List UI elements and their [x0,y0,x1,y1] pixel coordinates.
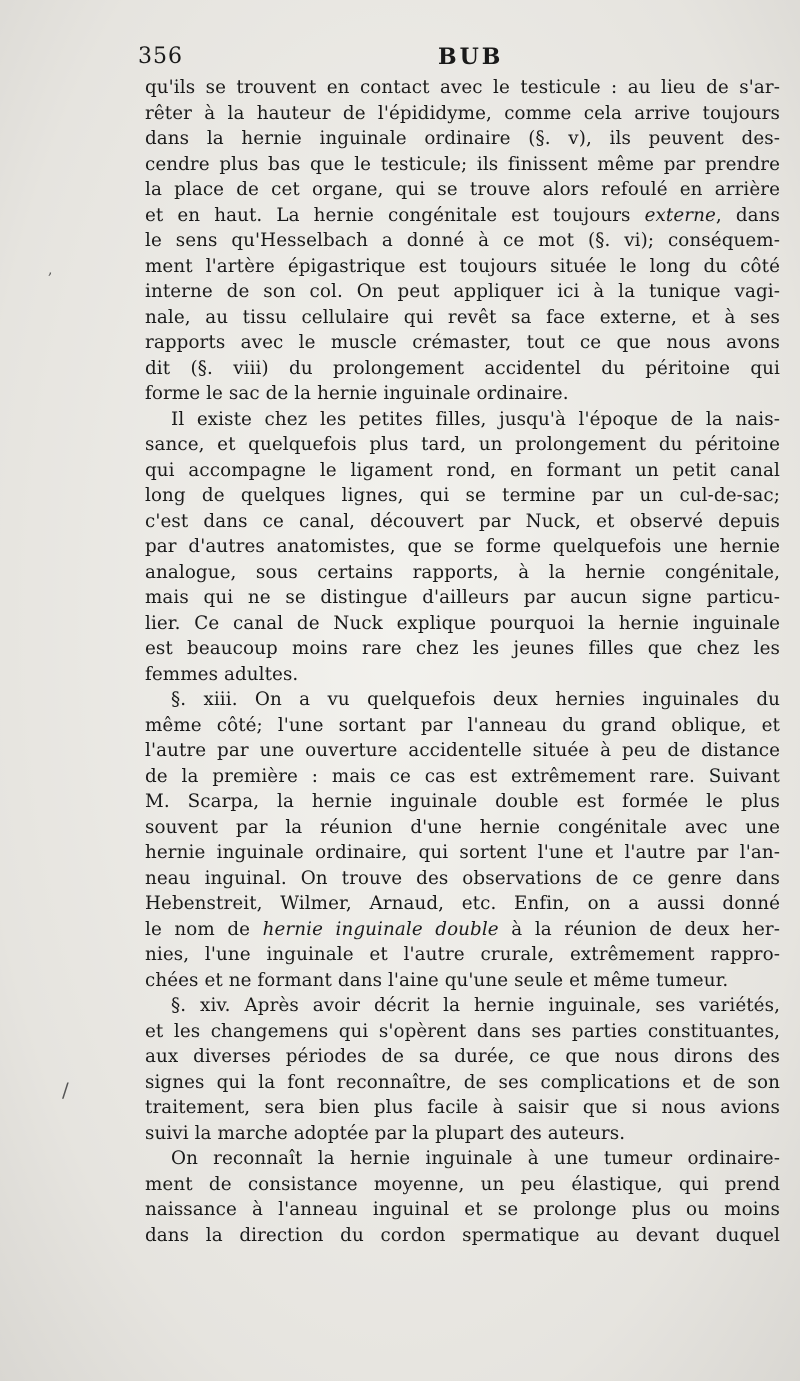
text-line: sance, et quelquefois plus tard, un prolongement du péritoine [145,434,780,455]
page-number: 356 [138,44,183,69]
text-line: dit (§. viii) du prolongement accidentel du péritoine qui [145,357,780,379]
text-line: Il existe chez les petites filles, jusqu'à l'époque de la nais- [171,408,780,430]
margin-mark: / [62,1078,69,1102]
text-line: naissance à l'anneau inguinal et se prolonge plus ou moins [145,1199,780,1220]
text-line: nies, l'une inguinale et l'autre crurale, extrêmement rappro- [145,944,780,965]
text-line: de la première : mais ce cas est extrêmement rare. Suivant [145,765,780,787]
margin-mark: , [48,262,53,278]
text-line: §. xiv. Après avoir décrit la hernie inguinale, ses variétés, [171,995,780,1016]
text-line: est beaucoup moins rare chez les jeunes filles que chez les [145,638,780,659]
text-line: aux diverses périodes de sa durée, ce que nous dirons des [145,1046,780,1067]
text-line: rapports avec le muscle crémaster, tout ce que nous avons [145,332,780,353]
text-line: qu'ils se trouvent en contact avec le testicule : au lieu de s'ar- [145,77,780,98]
page-header [138,44,728,74]
text-line: nale, au tissu cellulaire qui revêt sa face externe, et à ses [145,306,780,328]
text-line: lier. Ce canal de Nuck explique pourquoi la hernie inguinale [145,612,780,634]
text-line: forme le sac de la hernie inguinale ordinaire. [145,383,569,404]
text-line: rêter à la hauteur de l'épididyme, comme cela arrive toujours [145,102,780,124]
text-line: la place de cet organe, qui se trouve alors refoulé en arrière [145,179,780,200]
text-line: et en haut. La hernie congénitale est toujours externe, dans [145,204,780,226]
text-line: neau inguinal. On trouve des observations de ce genre dans [145,867,780,889]
text-line: ment l'artère épigastrique est toujours située le long du côté [145,255,780,277]
text-line: On reconnaît la hernie inguinale à une tumeur ordinaire- [171,1148,780,1169]
running-head: BUB [438,44,504,70]
text-line: même côté; l'une sortant par l'anneau du grand oblique, et [145,714,780,736]
text-line: ment de consistance moyenne, un peu élastique, qui prend [145,1173,780,1195]
text-line: et les changemens qui s'opèrent dans ses parties constituantes, [145,1020,780,1042]
text-line: signes qui la font reconnaître, de ses complications et de son [145,1071,780,1093]
text-line: Hebenstreit, Wilmer, Arnaud, etc. Enfin, on a aussi donné [145,893,780,914]
text-line: c'est dans ce canal, découvert par Nuck, et observé depuis [145,510,780,532]
text-line: suivi la marche adoptée par la plupart des auteurs. [145,1122,626,1144]
text-line: interne de son col. On peut appliquer ici à la tunique vagi- [145,281,780,302]
text-line: hernie inguinale ordinaire, qui sortent l'une et l'autre par l'an- [145,842,780,863]
text-line: par d'autres anatomistes, que se forme quelquefois une hernie [145,536,780,557]
text-line: mais qui ne se distingue d'ailleurs par aucun signe particu- [145,587,780,608]
body-text [145,75,780,1248]
text-line: cendre plus bas que le testicule; ils finissent même par prendre [145,153,780,175]
text-line: le nom de hernie inguinale double à la réunion de deux her- [145,918,780,940]
text-line: femmes adultes. [145,663,299,685]
text-line: chées et ne formant dans l'aine qu'une seule et même tumeur. [145,969,729,991]
text-line: traitement, sera bien plus facile à saisir que si nous avions [145,1097,780,1118]
text-line: le sens qu'Hesselbach a donné à ce mot (§. vi); conséquem- [145,230,780,251]
text-line: analogue, sous certains rapports, à la hernie congénitale, [145,561,780,583]
text-line: qui accompagne le ligament rond, en formant un petit canal [145,459,780,481]
text-line: long de quelques lignes, qui se termine par un cul-de-sac; [145,485,780,506]
text-line: souvent par la réunion d'une hernie congénitale avec une [145,816,780,838]
text-line: l'autre par une ouverture accidentelle située à peu de distance [145,740,780,761]
text-line: dans la direction du cordon spermatique au devant duquel [145,1224,780,1246]
text-line: M. Scarpa, la hernie inguinale double est formée le plus [145,791,780,812]
text-line: §. xiii. On a vu quelquefois deux hernies inguinales du [171,689,780,710]
text-line: dans la hernie inguinale ordinaire (§. v), ils peuvent des- [145,128,780,149]
